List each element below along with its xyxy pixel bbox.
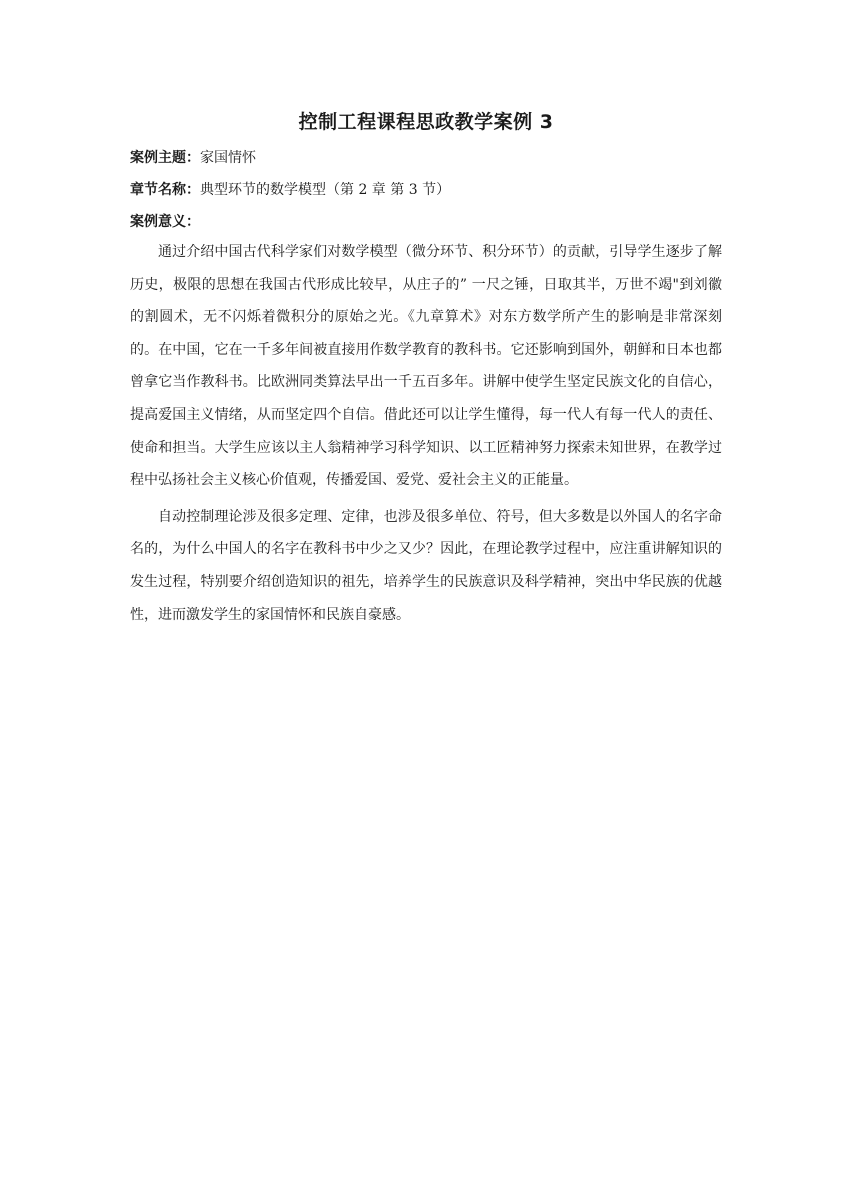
body-paragraph-2: 自动控制理论涉及很多定理、定律，也涉及很多单位、符号，但大多数是以外国人的名字命名的，为什么中国人的名字在教科书中少之又少？因此，在理论教学过程中，应注重讲解知识的发生过程，特别要介绍创造知识的祖先，培养学生的民族意识及科学精神，突出中华民族的优越性，进而激发学生的家国情怀和民族自豪感。 xyxy=(130,508,722,623)
chapter-name-value: 典型环节的数学模型（第 2 章 第 3 节） xyxy=(200,182,451,198)
case-meaning-line xyxy=(130,212,722,232)
document-page xyxy=(130,108,722,635)
body-paragraph-1: 通过介绍中国古代科学家们对数学模型（微分环节、积分环节）的贡献，引导学生逐步了解历史，极限的思想在我国古代形成比较早，从庄子的” 一尺之锤，日取其半，万世不竭"到刘徽的割圆术，无不闪烁着微积分的原始之光。《九章算术》对东方数学所产生的影响是非常深刻的。在中国，它在一千多年间被直接用作数学教育的教科书。它还影响到国外，朝鲜和日本也都曾拿它当作教科书。比欧洲同类算法早出一千五百多年。讲解中使学生坚定民族文化的自信心，提高爱国主义情绪，从而坚定四个自信。借此还可以让学生懂得，每一代人有每一代人的责任、使命和担当。大学生应该以主人翁精神学习科学知识、以工匠精神努力探索未知世界，在教学过程中弘扬社会主义核心价值观，传播爱国、爱党、爱社会主义的正能量。 xyxy=(130,244,722,489)
chapter-name-label: 章节名称： xyxy=(130,182,200,198)
case-theme-value: 家国情怀 xyxy=(200,150,256,166)
case-meaning-label: 案例意义： xyxy=(130,214,200,230)
chapter-name-line xyxy=(130,180,722,200)
document-title: 控制工程课程思政教学案例 3 xyxy=(298,111,554,133)
case-theme-label: 案例主题： xyxy=(130,150,200,166)
case-theme-line xyxy=(130,148,722,168)
